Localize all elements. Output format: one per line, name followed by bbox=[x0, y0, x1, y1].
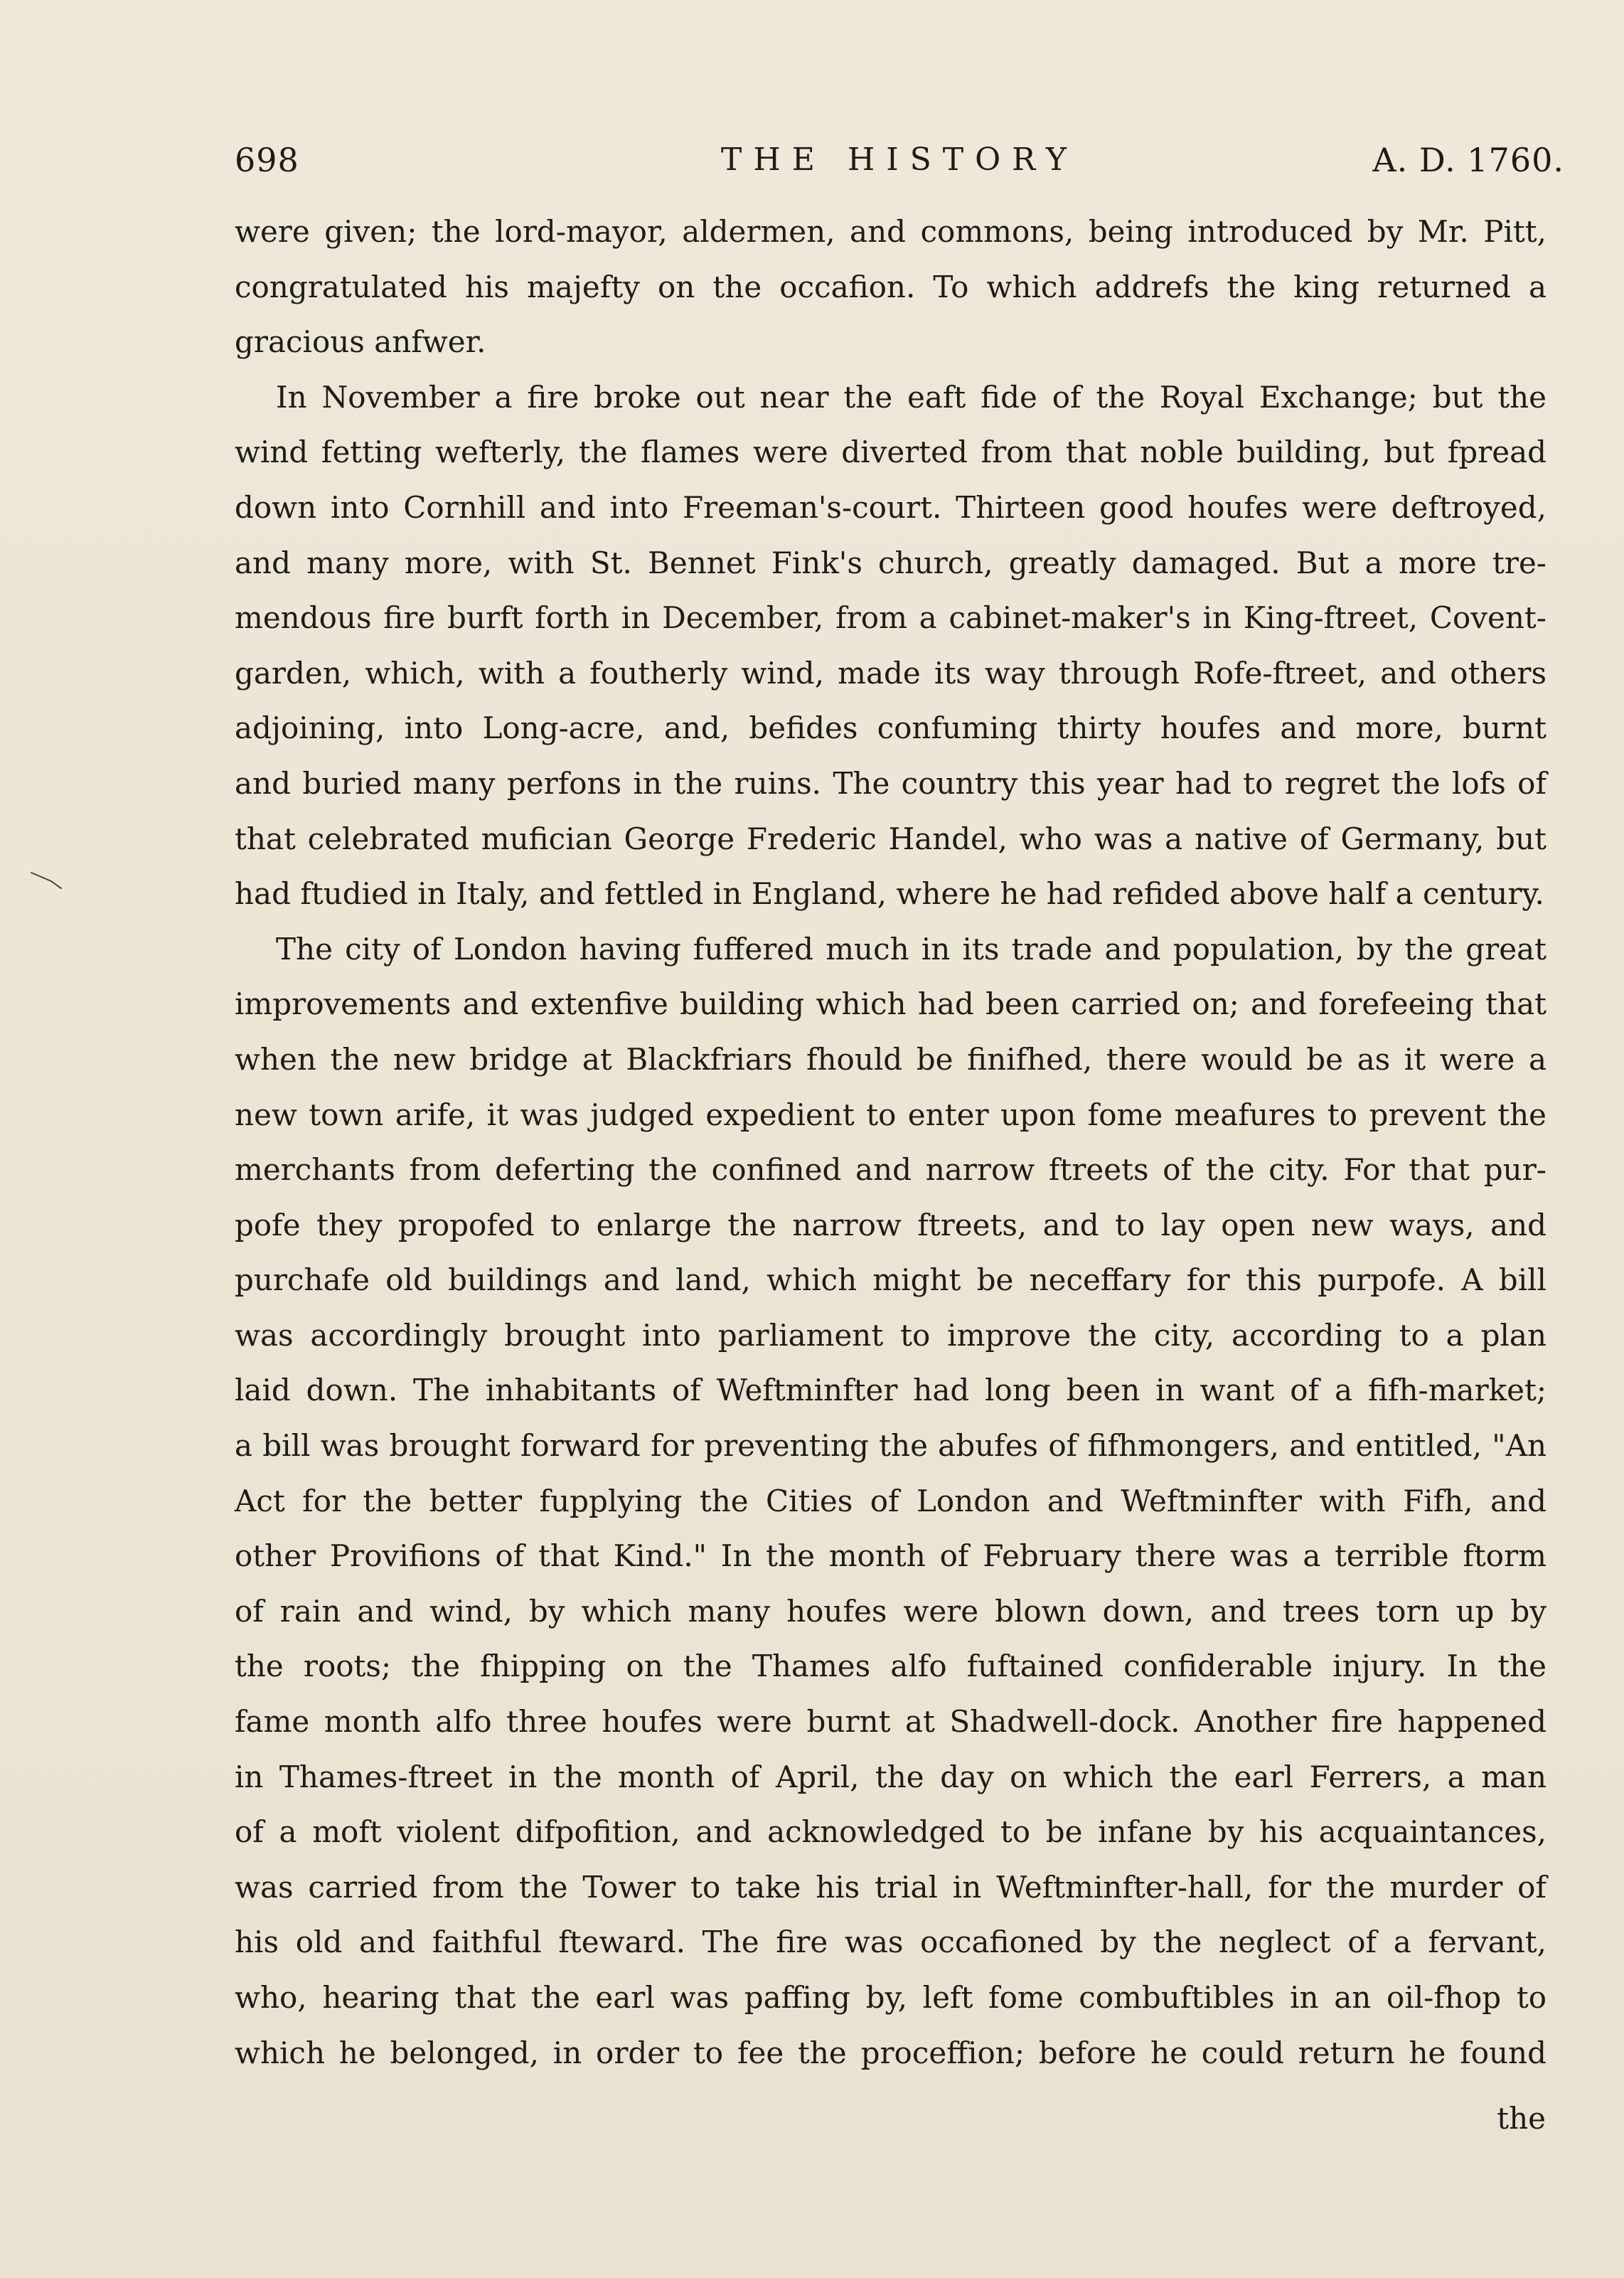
text-line: The city of London having fuffered much in its trade and population, by the great bbox=[276, 931, 1546, 967]
text-line: gracious anfwer. bbox=[235, 324, 486, 360]
text-line: adjoining, into Long-acre, and, befides confuming thirty houfes and more, burnt bbox=[235, 710, 1546, 746]
text-line: and buried many perfons in the ruins. The country this year had to regret the lofs of bbox=[235, 765, 1546, 801]
running-head bbox=[235, 135, 1564, 185]
text-line: new town arife, it was judged expedient to enter upon fome meafures to prevent the bbox=[235, 1097, 1546, 1132]
text-line: mendous fire burft forth in December, from a cabinet-maker's in King-ftreet, Covent- bbox=[235, 600, 1546, 636]
text-line: was carried from the Tower to take his trial in Weftminfter-hall, for the murder of bbox=[235, 1869, 1546, 1905]
text-line: his old and faithful fteward. The fire was occafioned by the neglect of a fervant, bbox=[235, 1925, 1546, 1960]
text-line: were given; the lord-mayor, aldermen, and commons, being introduced by Mr. Pitt, bbox=[235, 214, 1546, 249]
text-line: had ftudied in Italy, and fettled in England, where he had refided above half a century. bbox=[235, 876, 1544, 912]
text-line: other Provifions of that Kind." In the month of February there was a terrible ftorm bbox=[235, 1538, 1546, 1574]
running-date: A. D. 1760. bbox=[1372, 141, 1564, 179]
text-line: fame month alfo three houfes were burnt at Shadwell-dock. Another fire happened bbox=[235, 1704, 1546, 1740]
text-line: In November a fire broke out near the eaft fide of the Royal Exchange; but the bbox=[276, 379, 1546, 415]
stray-pencil-mark bbox=[30, 871, 63, 890]
page-number: 698 bbox=[235, 141, 299, 179]
text-line: the roots; the fhipping on the Thames alfo fuftained confiderable injury. In the bbox=[235, 1649, 1546, 1684]
text-line: was accordingly brought into parliament to improve the city, according to a plan bbox=[235, 1317, 1546, 1353]
text-line: when the new bridge at Blackfriars fhould be finifhed, there would be as it were a bbox=[235, 1041, 1546, 1077]
text-line: of rain and wind, by which many houfes were blown down, and trees torn up by bbox=[235, 1593, 1546, 1629]
text-line: congratulated his majefty on the occafion. To which addrefs the king returned a bbox=[235, 269, 1546, 304]
text-line: of a moft violent difpofition, and acknowledged to be infane by his acquaintances, bbox=[235, 1814, 1546, 1850]
text-line: and many more, with St. Bennet Fink's church, greatly damaged. But a more tre- bbox=[235, 545, 1546, 580]
catchword: the bbox=[1497, 2101, 1546, 2136]
text-line: laid down. The inhabitants of Weftminfter had long been in want of a fifh-market; bbox=[235, 1373, 1546, 1408]
text-line: a bill was brought forward for preventing the abufes of fifhmongers, and entitled, "An bbox=[235, 1428, 1546, 1464]
text-line: which he belonged, in order to fee the proceffion; before he could return he found bbox=[235, 2035, 1546, 2070]
text-line: pofe they propofed to enlarge the narrow ftreets, and to lay open new ways, and bbox=[235, 1207, 1546, 1242]
running-title: THE HISTORY bbox=[721, 142, 1078, 178]
text-line: who, hearing that the earl was paffing by, left fome combuftibles in an oil-fhop to bbox=[235, 1980, 1546, 2015]
text-line: down into Cornhill and into Freeman's-court. Thirteen good houfes were deftroyed, bbox=[235, 489, 1546, 525]
text-line: improvements and extenfive building which had been carried on; and forefeeing that bbox=[235, 986, 1546, 1022]
text-line: purchafe old buildings and land, which might be neceffary for this purpofe. A bill bbox=[235, 1262, 1546, 1298]
text-line: merchants from deferting the confined and narrow ftreets of the city. For that pur- bbox=[235, 1152, 1546, 1188]
text-line: wind fetting wefterly, the flames were diverted from that noble building, but fpread bbox=[235, 435, 1546, 470]
text-line: Act for the better fupplying the Cities of London and Weftminfter with Fifh, and bbox=[235, 1483, 1546, 1518]
text-line: in Thames-ftreet in the month of April, the day on which the earl Ferrers, a man bbox=[235, 1759, 1546, 1794]
text-line: that celebrated mufician George Frederic Handel, who was a native of Germany, but bbox=[235, 821, 1546, 856]
body-text bbox=[235, 204, 1546, 2080]
text-line: garden, which, with a foutherly wind, made its way through Rofe-ftreet, and others bbox=[235, 655, 1546, 691]
